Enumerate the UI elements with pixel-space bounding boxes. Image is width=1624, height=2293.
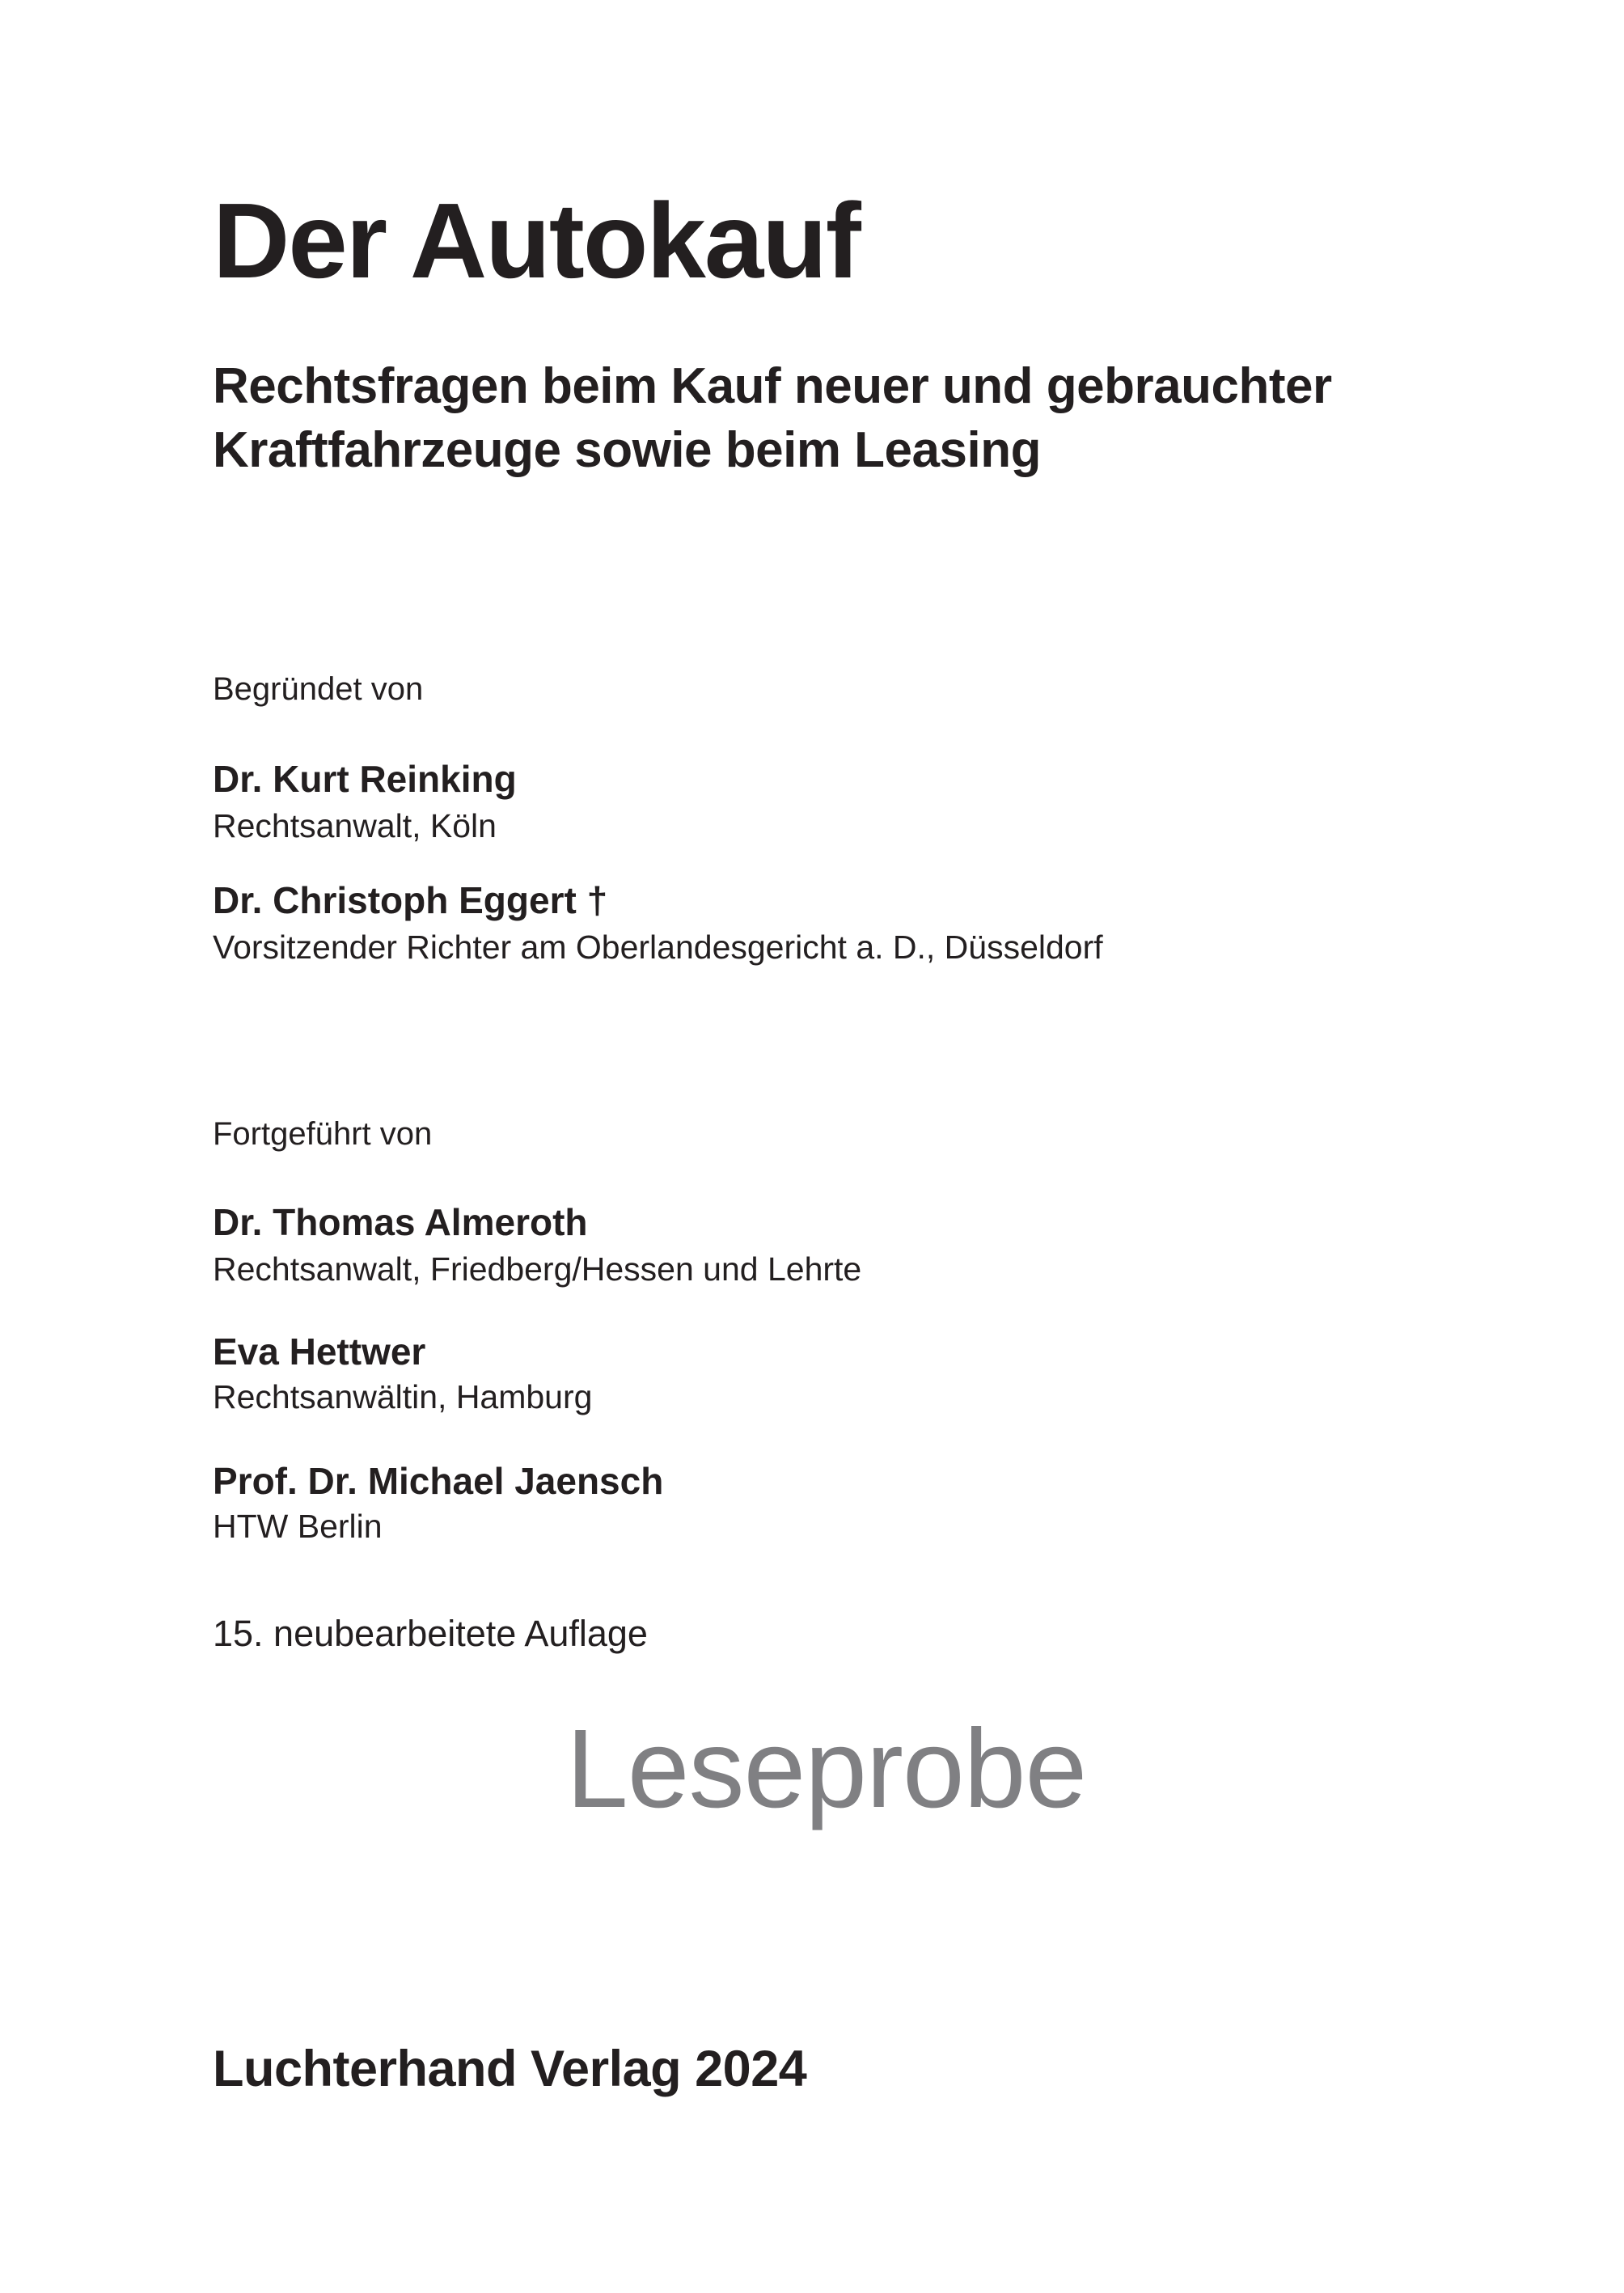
continuator-role-hettwer: Rechtsanwältin, Hamburg bbox=[213, 1378, 593, 1415]
founder-role-eggert: Vorsitzender Richter am Oberlandesgericht a. D., Düsseldorf bbox=[213, 929, 1103, 966]
subtitle-line-1: Rechtsfragen beim Kauf neuer und gebrauchter bbox=[213, 358, 1332, 414]
publisher-imprint: Luchterhand Verlag 2024 bbox=[213, 2041, 807, 2097]
edition-label: 15. neubearbeitete Auflage bbox=[213, 1613, 648, 1654]
subtitle-line-2: Kraftfahrzeuge sowie beim Leasing bbox=[213, 422, 1041, 478]
continuator-name-hettwer: Eva Hettwer bbox=[213, 1331, 426, 1373]
founder-name-reinking: Dr. Kurt Reinking bbox=[213, 758, 517, 800]
subtitle bbox=[213, 354, 1332, 482]
watermark-text: Leseprobe bbox=[566, 1707, 1087, 1831]
page-title: Der Autokauf bbox=[213, 181, 860, 300]
continuator-name-jaensch: Prof. Dr. Michael Jaensch bbox=[213, 1460, 664, 1502]
continuator-role-jaensch: HTW Berlin bbox=[213, 1508, 383, 1545]
founder-role-reinking: Rechtsanwalt, Köln bbox=[213, 807, 497, 844]
founder-name-eggert: Dr. Christoph Eggert † bbox=[213, 879, 608, 921]
founded-by-label: Begründet von bbox=[213, 671, 424, 707]
continued-by-label: Fortgeführt von bbox=[213, 1116, 433, 1152]
continuator-role-almeroth: Rechtsanwalt, Friedberg/Hessen und Lehrte bbox=[213, 1250, 862, 1288]
continuator-name-almeroth: Dr. Thomas Almeroth bbox=[213, 1201, 588, 1243]
